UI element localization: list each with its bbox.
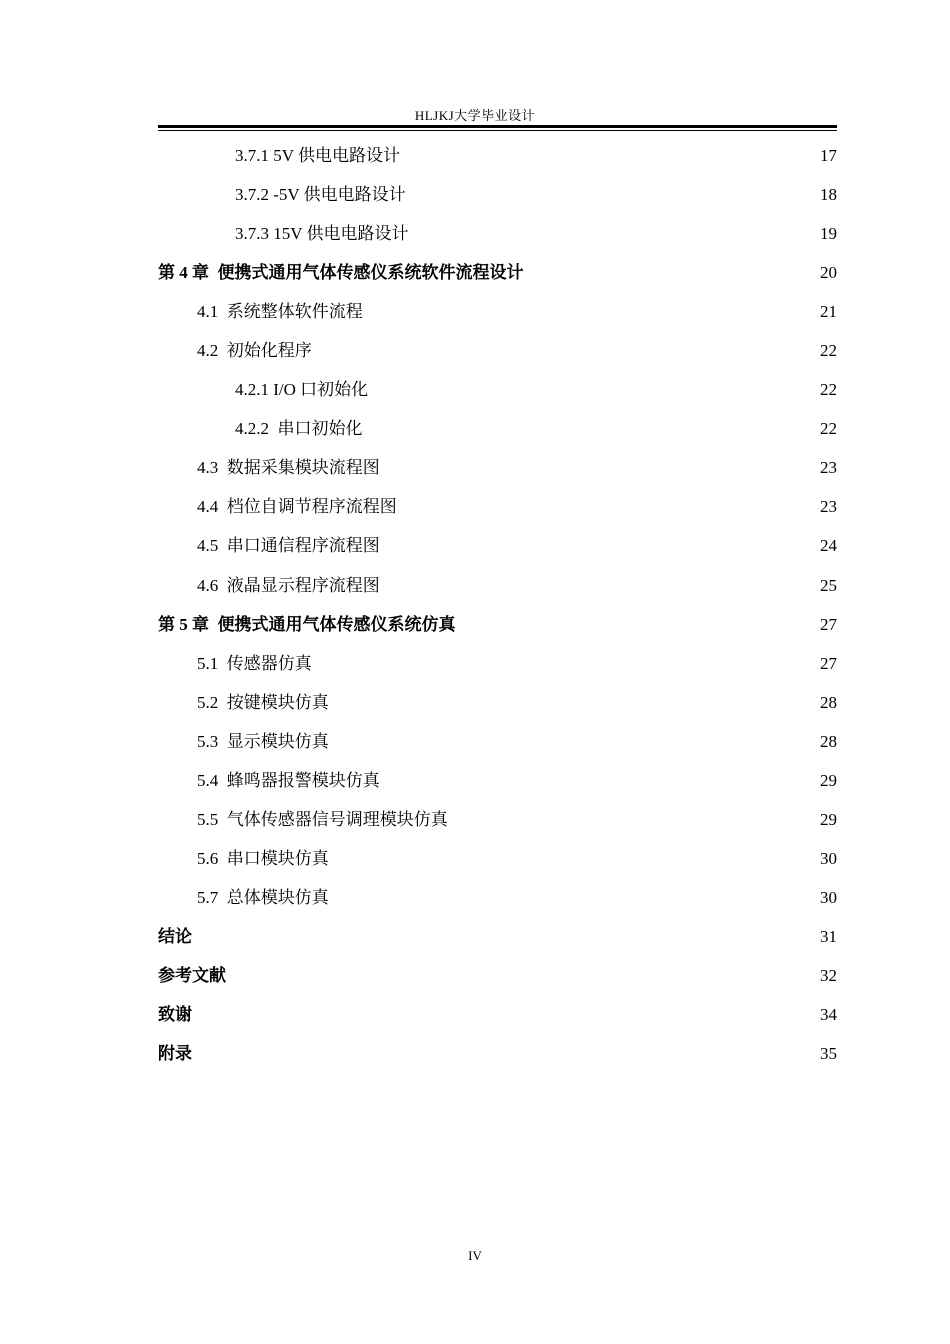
- toc-entry[interactable]: [158, 448, 837, 487]
- toc-dot-leader: [382, 537, 818, 554]
- toc-page-number: 23: [820, 458, 837, 478]
- toc-dot-leader: [194, 928, 818, 945]
- toc-entry-title: 4.4 档位自调节程序流程图: [197, 497, 397, 517]
- toc-dot-leader: [331, 850, 818, 867]
- toc-entry[interactable]: [158, 292, 837, 331]
- toc-entry-title: 4.2.2 串口初始化: [235, 419, 363, 439]
- toc-page-number: 29: [820, 809, 837, 829]
- toc-entry[interactable]: [158, 878, 837, 917]
- toc-entry[interactable]: [158, 370, 837, 409]
- toc-entry-title: 第 4 章 便携式通用气体传感仪系统软件流程设计: [158, 263, 524, 283]
- toc-entry[interactable]: [158, 526, 837, 565]
- toc-entry-title: 致谢: [158, 1005, 192, 1025]
- toc-entry-title: 附录: [158, 1044, 192, 1064]
- toc-entry-title: 5.5 气体传感器信号调理模块仿真: [197, 809, 448, 829]
- toc-dot-leader: [365, 420, 819, 437]
- toc-entry[interactable]: [158, 331, 837, 370]
- toc-entry[interactable]: [158, 917, 837, 956]
- toc-entry[interactable]: [158, 995, 837, 1034]
- toc-dot-leader: [194, 1006, 818, 1023]
- toc-page-number: 28: [820, 692, 837, 712]
- toc-page-number: 22: [820, 419, 837, 439]
- toc-entry-title: 3.7.2 -5V 供电电路设计: [235, 185, 406, 205]
- toc-entry[interactable]: [158, 761, 837, 800]
- toc-page-number: 31: [820, 926, 837, 946]
- toc-entry[interactable]: [158, 136, 837, 175]
- toc-page-number: 30: [820, 848, 837, 868]
- toc-dot-leader: [314, 342, 818, 359]
- toc-page-number: 22: [820, 341, 837, 361]
- toc-page-number: 17: [820, 146, 837, 166]
- toc-entry[interactable]: [158, 644, 837, 683]
- toc-page-number: 32: [820, 966, 837, 985]
- toc-page-number: 27: [820, 653, 837, 673]
- toc-page-number: 35: [820, 1044, 837, 1064]
- toc-page-number: 19: [820, 224, 837, 244]
- toc-entry-title: 5.7 总体模块仿真: [197, 887, 329, 907]
- toc-entry[interactable]: [158, 409, 837, 448]
- toc-dot-leader: [194, 1045, 818, 1062]
- toc-entry-title: 结论: [158, 926, 192, 946]
- toc-entry-title: 4.3 数据采集模块流程图: [197, 458, 380, 478]
- toc-dot-leader: [331, 733, 818, 750]
- toc-page-number: 21: [820, 302, 837, 322]
- toc-page-number: 23: [820, 497, 837, 517]
- toc-entry-title: 4.2.1 I/O 口初始化: [235, 380, 369, 400]
- header-rule-thin: [158, 130, 837, 131]
- toc-dot-leader: [458, 616, 819, 633]
- toc-entry-title: 4.2 初始化程序: [197, 341, 312, 361]
- toc-entry[interactable]: [158, 683, 837, 722]
- toc-entry-title: 5.6 串口模块仿真: [197, 848, 329, 868]
- toc-dot-leader: [228, 967, 818, 984]
- toc-entry[interactable]: [158, 800, 837, 839]
- page-number: IV: [468, 1248, 482, 1263]
- toc-dot-leader: [331, 889, 818, 906]
- toc-entry-title: 3.7.3 15V 供电电路设计: [235, 224, 409, 244]
- toc-entry[interactable]: [158, 214, 837, 253]
- toc-entry-title: 4.1 系统整体软件流程: [197, 302, 363, 322]
- toc-page-number: 24: [820, 536, 837, 556]
- toc-page-number: 20: [820, 263, 837, 283]
- toc-entry-title: 参考文献: [158, 966, 226, 985]
- toc-page-number: 34: [820, 1005, 837, 1025]
- toc-page-number: 29: [820, 770, 837, 790]
- toc-page-number: 27: [820, 614, 837, 634]
- toc-entry-title: 5.4 蜂鸣器报警模块仿真: [197, 770, 380, 790]
- toc-dot-leader: [365, 303, 818, 320]
- toc-entry[interactable]: [158, 605, 837, 644]
- toc-dot-leader: [382, 459, 818, 476]
- toc-dot-leader: [314, 655, 818, 672]
- toc-dot-leader: [450, 811, 818, 828]
- toc-entry-title: 5.1 传感器仿真: [197, 653, 312, 673]
- toc-dot-leader: [526, 264, 819, 281]
- toc-dot-leader: [370, 381, 818, 398]
- toc-entry[interactable]: [158, 566, 837, 605]
- toc-dot-leader: [408, 186, 818, 203]
- toc-entry-title: 第 5 章 便携式通用气体传感仪系统仿真: [158, 614, 456, 634]
- toc-entry[interactable]: [158, 487, 837, 526]
- toc-entry-title: 4.6 液晶显示程序流程图: [197, 575, 380, 595]
- toc-entry[interactable]: [158, 175, 837, 214]
- toc-page-number: 22: [820, 380, 837, 400]
- toc-dot-leader: [410, 225, 818, 242]
- toc-entry-title: 4.5 串口通信程序流程图: [197, 536, 380, 556]
- toc-page-number: 28: [820, 731, 837, 751]
- toc-entry-title: 5.3 显示模块仿真: [197, 731, 329, 751]
- toc-entry[interactable]: [158, 253, 837, 292]
- toc-dot-leader: [402, 147, 818, 164]
- toc-page-number: 25: [820, 575, 837, 595]
- toc-entry-title: 5.2 按键模块仿真: [197, 692, 329, 712]
- toc-entry[interactable]: [158, 1034, 837, 1073]
- toc-entry[interactable]: [158, 839, 837, 878]
- toc-entry[interactable]: [158, 722, 837, 761]
- toc-dot-leader: [331, 694, 818, 711]
- header-rule-thick: [158, 125, 837, 128]
- toc-dot-leader: [382, 772, 818, 789]
- toc-entry[interactable]: [158, 956, 837, 995]
- toc-page-number: 18: [820, 185, 837, 205]
- toc-dot-leader: [399, 498, 818, 515]
- page-header: HLJKJ大学毕业设计: [414, 108, 536, 123]
- toc-dot-leader: [382, 577, 818, 594]
- toc-entry-title: 3.7.1 5V 供电电路设计: [235, 146, 400, 166]
- toc-page-number: 30: [820, 887, 837, 907]
- table-of-contents: [158, 136, 837, 1073]
